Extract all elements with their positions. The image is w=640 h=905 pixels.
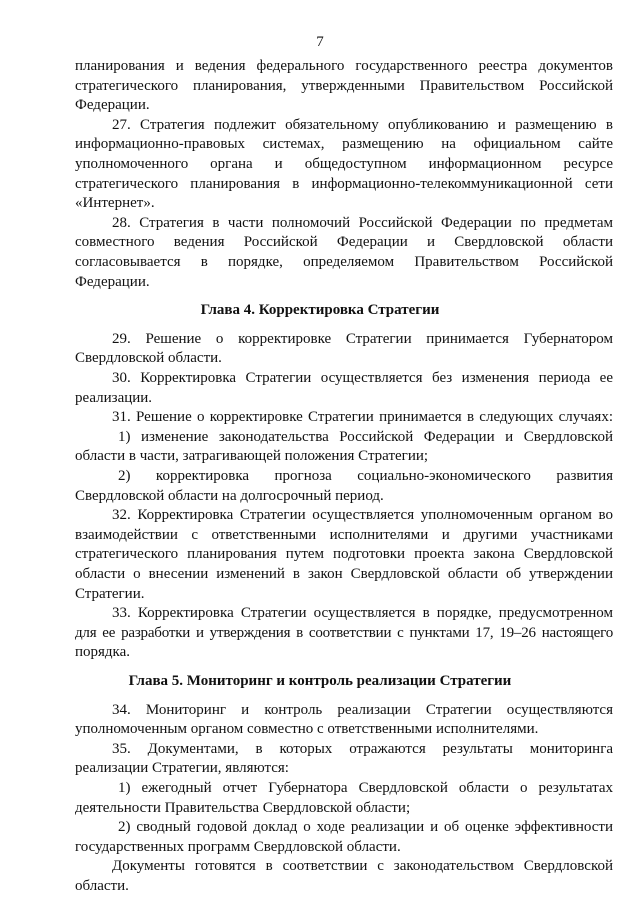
closing-paragraph-line: Документы готовятся в соответствии с законодательством Свердловской — [112, 858, 613, 875]
paragraph-35-line: 35. Документами, в которых отражаются результаты мониторинга — [112, 740, 613, 757]
list-item-line: 1) ежегодный отчет Губернатора Свердловской области о результатах — [118, 780, 613, 796]
paragraph-32-line: 32. Корректировка Стратегии осуществляется уполномоченным органом во — [112, 507, 613, 524]
text-line: «Интернет». — [75, 195, 155, 212]
text-line: области. — [75, 878, 129, 894]
text-line: уполномоченного органа и общедоступном информационном ресурсе — [75, 156, 613, 172]
text-line: реализации. — [75, 389, 153, 406]
chapter-4-heading: Глава 4. Корректировка Стратегии — [200, 302, 440, 319]
text-line: реализации Стратегии, являются: — [75, 760, 289, 777]
page-number: 7 — [316, 34, 324, 50]
text-line: стратегического планирования путем подготовки проекта закона Свердловской — [75, 546, 613, 563]
paragraph-29-line: 29. Решение о корректировке Стратегии принимается Губернатором — [112, 330, 613, 347]
text-line: Свердловской области на долгосрочный период. — [75, 487, 384, 504]
text-line: Федерации. — [75, 97, 150, 114]
text-line: взаимодействии с ответственными исполнителями и другими участниками — [75, 526, 613, 543]
list-item-line: 2) сводный годовой доклад о ходе реализации и об оценке эффективности — [118, 819, 613, 836]
text-line: Свердловской области. — [75, 350, 222, 367]
paragraph-33-line: 33. Корректировка Стратегии осуществляется в порядке, предусмотренном — [112, 605, 613, 622]
text-line: порядка. — [75, 644, 131, 661]
chapter-5-heading: Глава 5. Мониторинг и контроль реализации Стратегии — [128, 673, 512, 689]
text-line: совместного ведения Российской Федерации и Свердловской области — [75, 234, 613, 251]
text-line: информационно-правовых системах, размещению на официальном сайте — [75, 136, 613, 153]
text-line: деятельности Правительства Свердловской области; — [75, 799, 411, 816]
text-line: уполномоченным органом совместно с ответственными исполнителями. — [75, 721, 539, 738]
text-line: области о внесении изменений в закон Свердловской области об утверждении — [75, 566, 613, 582]
paragraph-34-line: 34. Мониторинг и контроль реализации Стратегии осуществляются — [112, 701, 613, 718]
text-line: области в части, затрагивающей положения Стратегии; — [75, 448, 429, 465]
paragraph-27-line: 27. Стратегия подлежит обязательному опубликованию и размещению в — [112, 116, 613, 133]
text-line: стратегического планирования в информационно-телекоммуникационной сети — [75, 175, 613, 192]
text-line: стратегического планирования, утвержденными Правительством Российской — [75, 77, 613, 94]
list-item-line: 1) изменение законодательства Российской Федерации и Свердловской — [118, 428, 613, 445]
text-line: Федерации. — [75, 273, 150, 290]
paragraph-30-line: 30. Корректировка Стратегии осуществляется без изменения периода ее — [112, 370, 613, 386]
text-line: Стратегии. — [75, 585, 145, 602]
text-line: для ее разработки и утверждения в соответствии с пунктами 17, 19–26 настоящего — [75, 624, 613, 641]
text-line: планирования и ведения федерального государственного реестра документов — [75, 58, 613, 74]
text-line: согласовывается в порядке, определяемом Правительством Российской — [75, 254, 613, 270]
paragraph-31-line: 31. Решение о корректировке Стратегии принимается в следующих случаях: — [112, 409, 613, 426]
paragraph-28-line: 28. Стратегия в части полномочий Российской Федерации по предметам — [112, 214, 613, 231]
list-item-line: 2) корректировка прогноза социально-экономического развития — [118, 468, 613, 484]
text-line: государственных программ Свердловской области. — [75, 838, 401, 855]
